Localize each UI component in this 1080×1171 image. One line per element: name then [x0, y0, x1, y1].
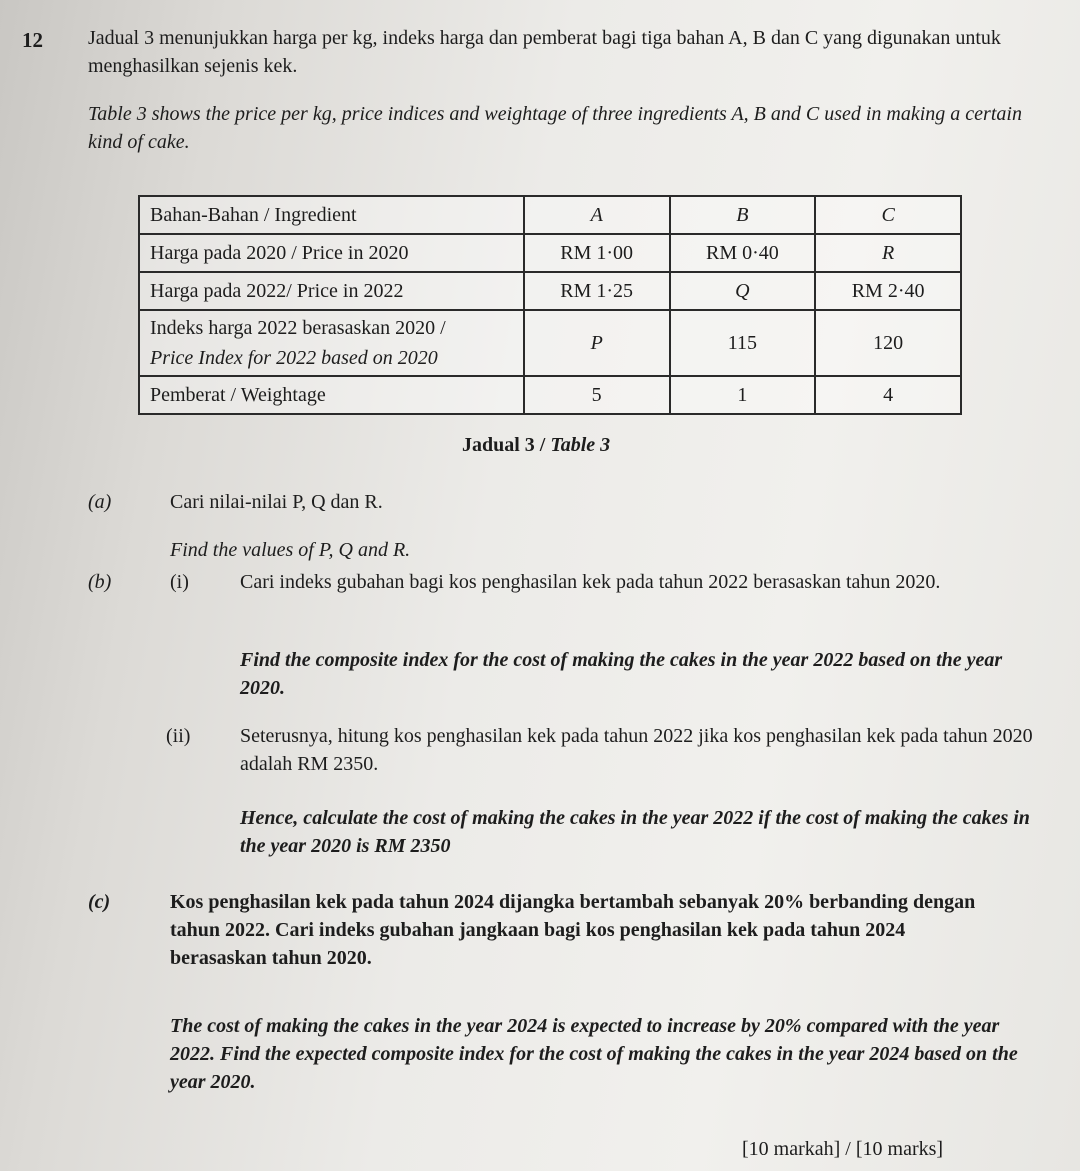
table-header-c: C	[815, 196, 961, 234]
part-b-ii-english: Hence, calculate the cost of making the cakes in the year 2022 if the cost of making the cakes in the year 2020 is RM 2350	[240, 807, 1030, 857]
intro-malay: Jadual 3 menunjukkan harga per kg, indeks harga dan pemberat bagi tiga bahan A, B dan C yang digunakan untuk menghasilkan sejenis kek.	[88, 27, 1001, 77]
table-row	[139, 376, 961, 414]
part-a-malay: Cari nilai-nilai P, Q dan R.	[170, 491, 383, 513]
table-row	[139, 310, 961, 376]
part-c-english: The cost of making the cakes in the year 2024 is expected to increase by 20% compared with the year 2022. Find the expected composite index for the cost of making the cakes in the year 2024 based on the year 2020.	[170, 1015, 1018, 1093]
row-label: Harga pada 2022/ Price in 2022	[139, 272, 524, 310]
table-header-a: A	[524, 196, 670, 234]
row-label-line1: Indeks harga 2022 berasaskan 2020 /	[150, 317, 446, 339]
cell-b: 1	[670, 376, 816, 414]
cell-a: RM 1·00	[524, 234, 670, 272]
table-header-b: B	[670, 196, 816, 234]
part-b-i-english: Find the composite index for the cost of making the cakes in the year 2022 based on the year 2020.	[240, 649, 1003, 699]
intro-english: Table 3 shows the price per kg, price indices and weightage of three ingredients A, B and C used in making a certain kind of cake.	[88, 103, 1022, 153]
question-number: 12	[22, 28, 43, 52]
caption-malay: Jadual 3 /	[462, 434, 546, 456]
part-c-label: (c)	[88, 891, 111, 913]
ingredient-table	[138, 195, 962, 415]
cell-b: RM 0·40	[670, 234, 816, 272]
row-label-line2: Price Index for 2022 based on 2020	[150, 347, 438, 369]
part-a-label: (a)	[88, 491, 112, 513]
table-row	[139, 272, 961, 310]
table-caption	[462, 434, 610, 457]
part-b-i-malay: Cari indeks gubahan bagi kos penghasilan kek pada tahun 2022 berasaskan tahun 2020.	[240, 571, 941, 593]
part-b-ii-label: (ii)	[166, 725, 191, 747]
cell-a: P	[524, 310, 670, 376]
cell-c: R	[815, 234, 961, 272]
cell-a: 5	[524, 376, 670, 414]
caption-english: Table 3	[550, 434, 611, 456]
part-a-english: Find the values of P, Q and R.	[170, 539, 411, 561]
row-label: Pemberat / Weightage	[139, 376, 524, 414]
part-b-label: (b)	[88, 571, 112, 593]
marks-label: [10 markah] / [10 marks]	[742, 1138, 944, 1160]
cell-c: 120	[815, 310, 961, 376]
table-row	[139, 234, 961, 272]
cell-c: 4	[815, 376, 961, 414]
cell-a: RM 1·25	[524, 272, 670, 310]
cell-c: RM 2·40	[815, 272, 961, 310]
cell-b: Q	[670, 272, 816, 310]
part-b-i-label: (i)	[170, 571, 189, 593]
table-header-label: Bahan-Bahan / Ingredient	[139, 196, 524, 234]
table-header-row	[139, 196, 961, 234]
row-label: Harga pada 2020 / Price in 2020	[139, 234, 524, 272]
part-b-ii-malay: Seterusnya, hitung kos penghasilan kek pada tahun 2022 jika kos penghasilan kek pada tahun 2020 adalah RM 2350.	[240, 725, 1033, 775]
cell-b: 115	[670, 310, 816, 376]
row-label	[139, 310, 524, 376]
part-c-malay: Kos penghasilan kek pada tahun 2024 dijangka bertambah sebanyak 20% berbanding dengan tahun 2022. Cari indeks gubahan jangkaan bagi kos penghasilan kek pada tahun 2024 berasaskan tahun 2020.	[170, 891, 976, 969]
